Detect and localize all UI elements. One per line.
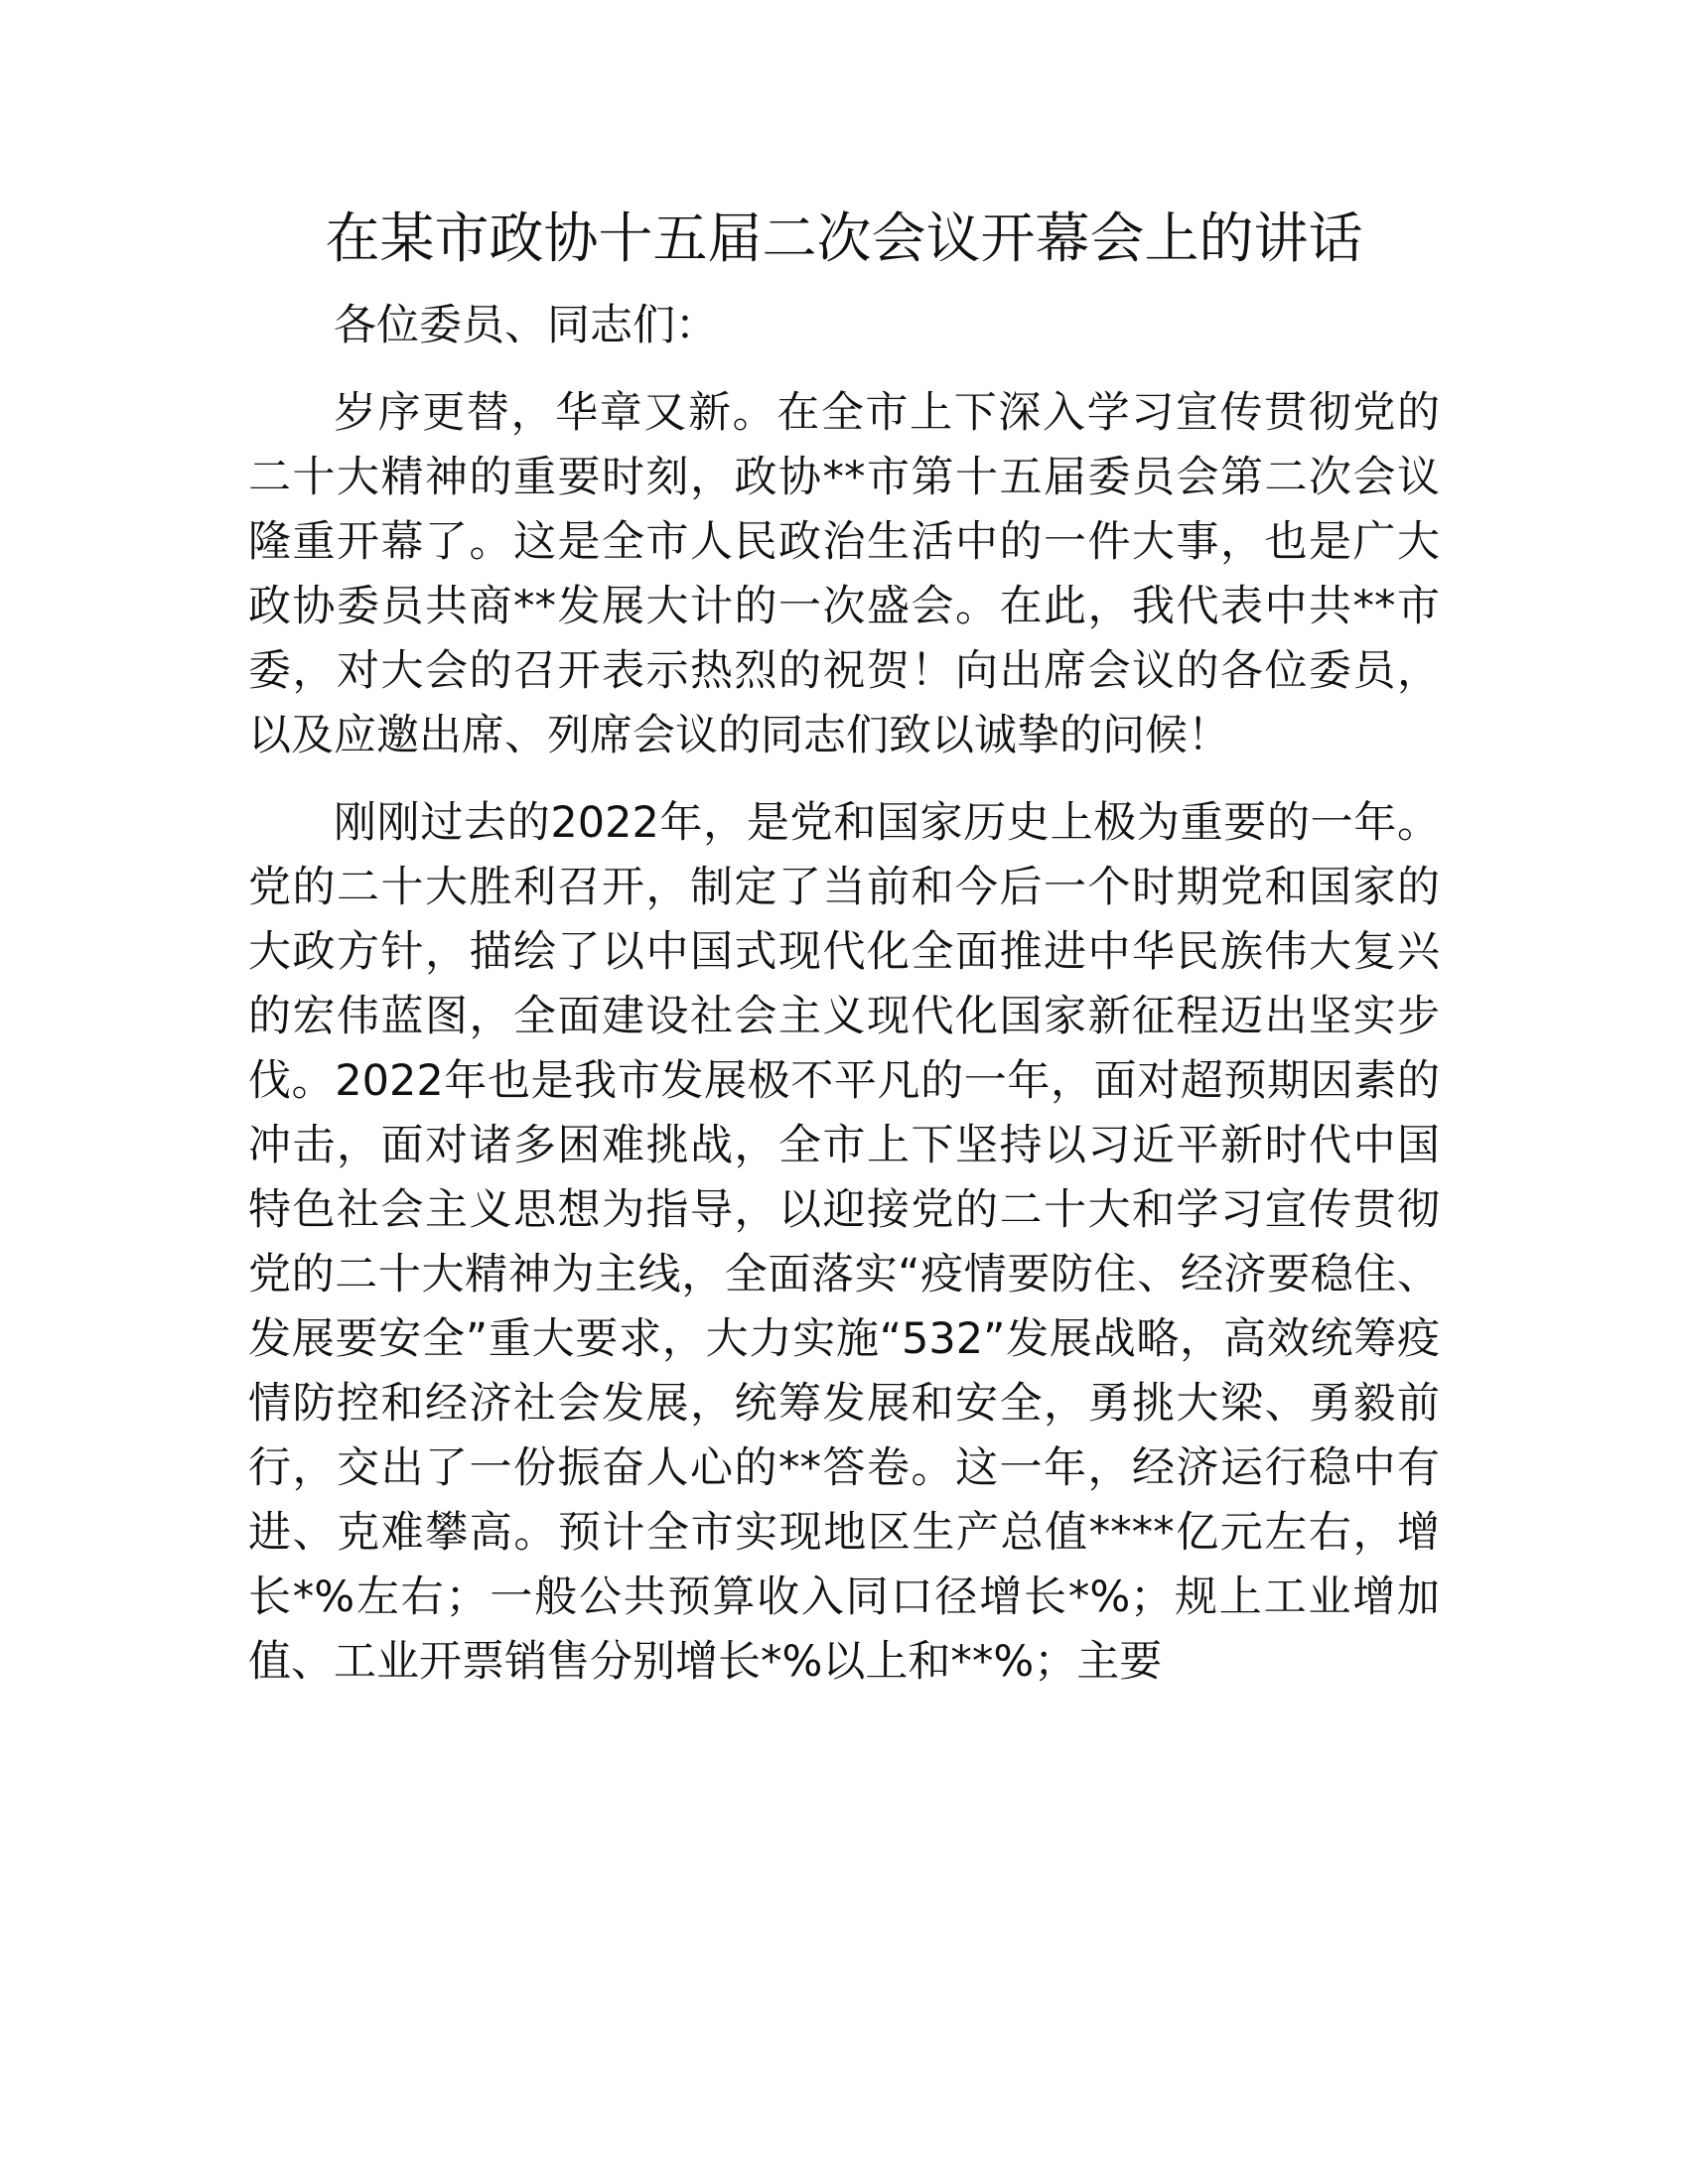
- document-title: 在某市政协十五届二次会议开幕会上的讲话: [325, 206, 1363, 270]
- opening-paragraph: 岁序更替，华章又新。在全市上下深入学习宣传贯彻党的二十大精神的重要时刻，政协**市第十五届委员会第二次会议隆重开幕了。这是全市人民政治生活中的一件大事，也是广大政协委员共商**发展大计的一次盛会。在此，我代表中共**市委，对大会的召开表示热烈的祝贺！向出席会议的各位委员，以及应邀出席、列席会议的同志们致以诚挚的问候！: [248, 388, 1440, 760]
- document-body: [248, 294, 1440, 1695]
- review-paragraph: 刚刚过去的2022年，是党和国家历史上极为重要的一年。党的二十大胜利召开，制定了当前和今后一个时期党和国家的大政方针，描绘了以中国式现代化全面推进中华民族伟大复兴的宏伟蓝图，全面建设社会主义现代化国家新征程迈出坚实步伐。2022年也是我市发展极不平凡的一年，面对超预期因素的冲击，面对诸多困难挑战，全市上下坚持以习近平新时代中国特色社会主义思想为指导，以迎接党的二十大和学习宣传贯彻党的二十大精神为主线，全面落实“疫情要防住、经济要稳住、发展要安全”重大要求，大力实施“532”发展战略，高效统筹疫情防控和经济社会发展，统筹发展和安全，勇挑大梁、勇毅前行，交出了一份振奋人心的**答卷。这一年，经济运行稳中有进、克难攀高。预计全市实现地区生产总值****亿元左右，增长*%左右；一般公共预算收入同口径增长*%；规上工业增加值、工业开票销售分别增长*%以上和**%；主要: [248, 798, 1440, 1687]
- salutation-paragraph: 各位委员、同志们：: [334, 301, 718, 350]
